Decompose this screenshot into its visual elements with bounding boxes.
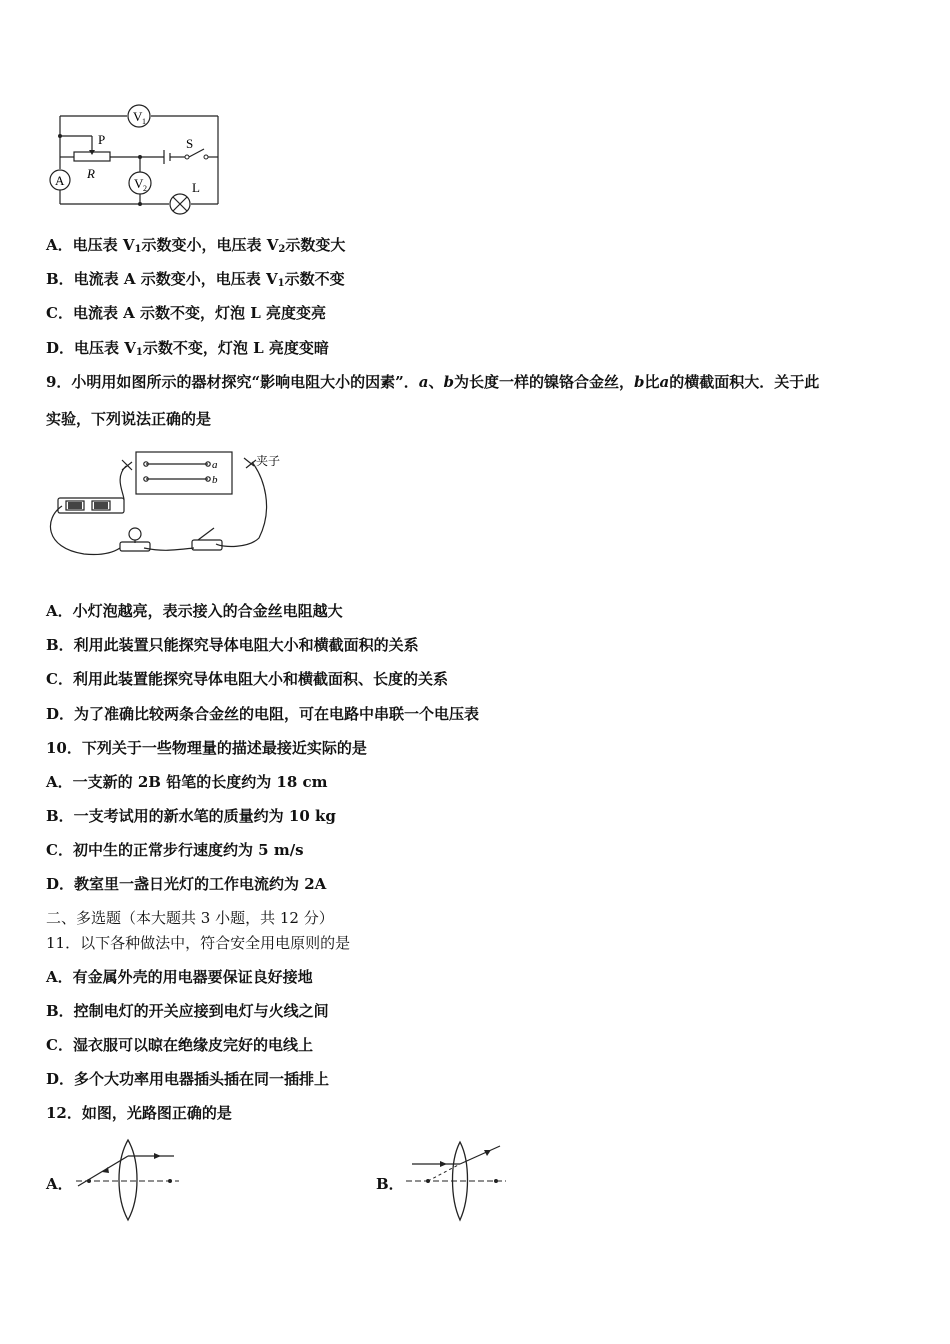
q11-option-a: A．有金属外壳的用电器要保证良好接地 (46, 968, 313, 986)
circuit-diagram (44, 96, 224, 216)
q8-option-a: A．电压表 $V_1$示数变小，电压表 $V_2$示数变大 (46, 236, 346, 255)
section-heading: 二、多选题（本大题共 3 小题，共 12 分） (46, 909, 334, 927)
wire-b-label: b (212, 474, 218, 486)
q11-stem: 11．以下各种做法中，符合安全用电原则的是 (46, 934, 351, 952)
q9-stem: 9．小明用如图所示的器材探究“影响电阻大小的因素”．a、b为长度一样的镍铬合金丝，b比a的横截面积大．关于此 (46, 373, 820, 391)
lens-diagram-b (404, 1136, 514, 1226)
clip-label: 夹子 (256, 454, 281, 468)
wire-a-label: a (212, 459, 218, 471)
q10-stem: 10．下列关于一些物理量的描述最接近实际的是 (46, 739, 367, 757)
q11-option-c: C．湿衣服可以晾在绝缘皮完好的电线上 (46, 1036, 313, 1054)
slider-label: P (98, 132, 106, 147)
q12-option-b-label: B． (376, 1175, 404, 1193)
q8-option-b: B．电流表 A 示数变小，电压表 $V_1$示数不变 (46, 270, 345, 289)
v1-meter-label: V (133, 109, 143, 124)
q8-option-c: C．电流表 A 示数不变，灯泡 L 亮度变亮 (46, 304, 327, 322)
switch-label: S (186, 136, 194, 151)
svg-text:1: 1 (142, 117, 146, 126)
q8-option-d: D．电压表 $V_1$示数不变，灯泡 L 亮度变暗 (46, 339, 329, 358)
q9-option-b: B．利用此装置只能探究导体电阻大小和横截面积的关系 (46, 636, 419, 654)
resistor-label: R (87, 166, 95, 181)
q11-option-d: D．多个大功率用电器插头插在同一插排上 (46, 1070, 330, 1088)
svg-text:2: 2 (143, 184, 147, 193)
apparatus-diagram (44, 448, 294, 568)
q10-option-a: A．一支新的 2B 铅笔的长度约为 18 cm (46, 773, 328, 791)
lamp-label: L (192, 180, 200, 195)
q10-option-b: B．一支考试用的新水笔的质量约为 10 kg (46, 807, 336, 825)
q9-option-c: C．利用此装置能探究导体电阻大小和横截面积、长度的关系 (46, 670, 448, 688)
q11-option-b: B．控制电灯的开关应接到电灯与火线之间 (46, 1002, 329, 1020)
lens-diagram-a (74, 1136, 184, 1226)
q10-option-d: D．教室里一盏日光灯的工作电流约为 2A (46, 875, 327, 893)
q9-option-d: D．为了准确比较两条合金丝的电阻，可在电路中串联一个电压表 (46, 705, 480, 723)
q12-option-a-label: A． (46, 1175, 73, 1193)
q10-option-c: C．初中生的正常步行速度约为 5 m/s (46, 841, 304, 859)
q9-stem-line2: 实验，下列说法正确的是 (46, 410, 212, 428)
q9-option-a: A．小灯泡越亮，表示接入的合金丝电阻越大 (46, 602, 343, 620)
v2-meter-label: V (134, 176, 144, 191)
q12-stem: 12．如图，光路图正确的是 (46, 1104, 232, 1122)
ammeter-label: A (55, 173, 65, 188)
